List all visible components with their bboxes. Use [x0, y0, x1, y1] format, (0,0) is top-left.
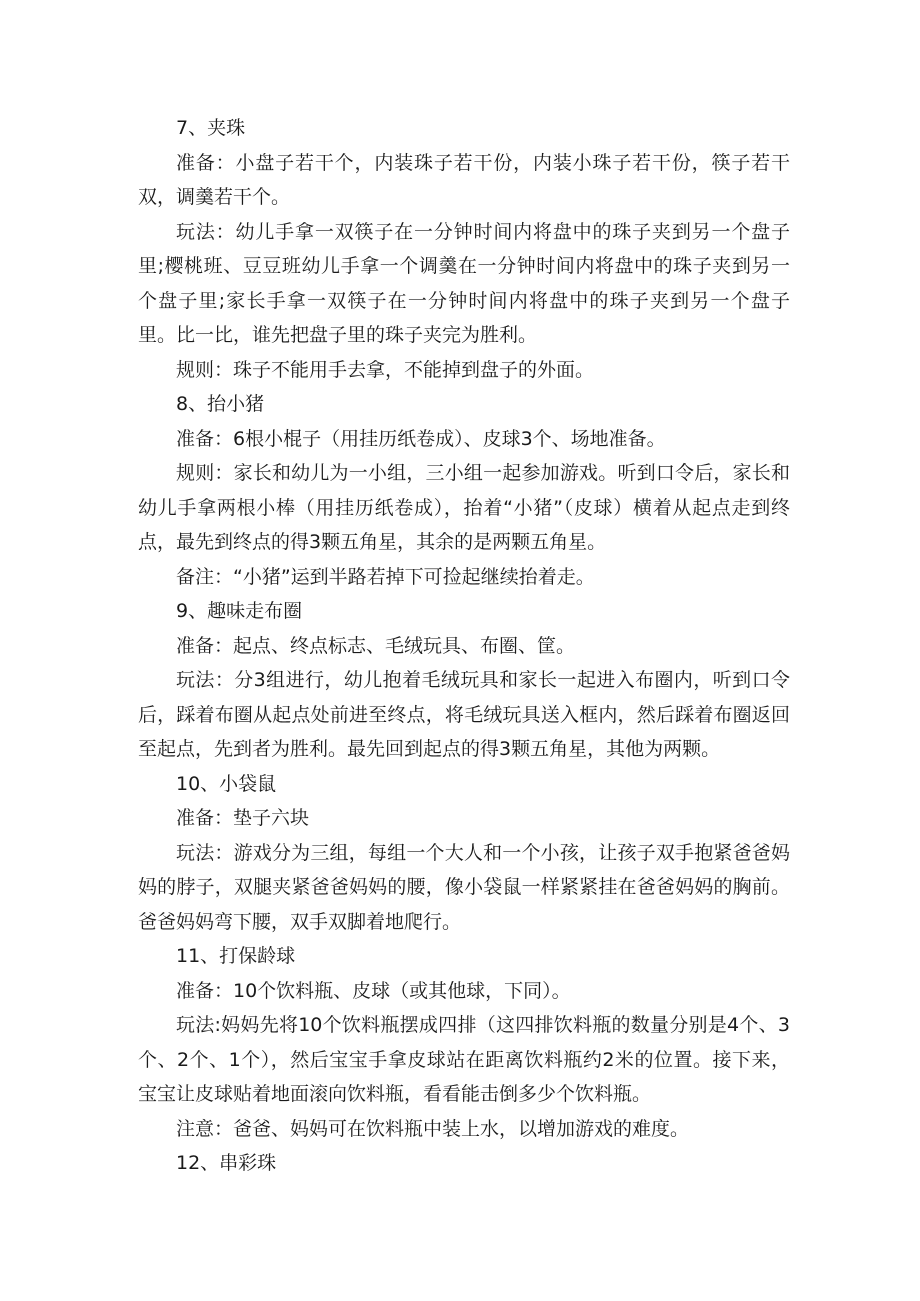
heading-xiaodaishu: 10、小袋鼠 [176, 772, 277, 795]
paragraph-prep-8: 准备：6根小棍子（用挂历纸卷成）、皮球3个、场地准备。 [176, 427, 666, 450]
paragraph-note-11: 注意：爸爸、妈妈可在饮料瓶中装上水，以增加游戏的难度。 [176, 1117, 690, 1140]
paragraph-note-8: 备注：“小猪”运到半路若掉下可捡起继续抬着走。 [176, 565, 595, 588]
paragraph-rule-8: 规则：家长和幼儿为一小组，三小组一起参加游戏。听到口令后，家长和幼儿手拿两根小棒（用挂历纸卷成），抬着“小猪”（皮球）横着从起点走到终点，最先到终点的得3颗五角星，其余的是两颗五角星。 [138, 462, 790, 553]
paragraph-prep-9: 准备：起点、终点标志、毛绒玩具、布圈、筐。 [176, 634, 576, 657]
paragraph-prep-10: 准备：垫子六块 [176, 807, 310, 829]
heading-jiazhu: 7、夹珠 [176, 117, 246, 139]
paragraph-play-7: 玩法：幼儿手拿一双筷子在一分钟时间内将盘中的珠子夹到另一个盘子里;樱桃班、豆豆班幼儿手拿一个调羹在一分钟时间内将盘中的珠子夹到另一个盘子里;家长手拿一双筷子在一分钟时间内将盘中的珠子夹到另一个盘子里。比一比，谁先把盘子里的珠子夹完为胜利。 [138, 220, 790, 346]
heading-buquan: 9、趣味走布圈 [176, 600, 303, 622]
document-body [138, 111, 790, 1181]
paragraph-play-10: 玩法：游戏分为三组，每组一个大人和一个小孩，让孩子双手抱紧爸爸妈妈的脖子，双腿夹紧爸爸妈妈的腰，像小袋鼠一样紧紧挂在爸爸妈妈的胸前。爸爸妈妈弯下腰，双手双脚着地爬行。 [138, 841, 790, 933]
heading-chuancaizhu: 12、串彩珠 [176, 1152, 277, 1174]
heading-taixiaozhu: 8、抬小猪 [176, 393, 265, 415]
paragraph-play-11: 玩法:妈妈先将10个饮料瓶摆成四排（这四排饮料瓶的数量分别是4个、3个、2个、1个），然后宝宝手拿皮球站在距离饮料瓶约2米的位置。接下来，宝宝让皮球贴着地面滚向饮料瓶，看看能击倒多少个饮料瓶。 [138, 1014, 790, 1105]
paragraph-play-9: 玩法：分3组进行，幼儿抱着毛绒玩具和家长一起进入布圈内，听到口令后，踩着布圈从起点处前进至终点，将毛绒玩具送入框内，然后踩着布圈返回至起点，先到者为胜利。最先回到起点的得3颗五角星，其他为两颗。 [138, 669, 790, 760]
paragraph-prep-7: 准备：小盘子若干个，内装珠子若干份，内装小珠子若干份，筷子若干双，调羹若干个。 [138, 151, 790, 208]
heading-baolingqiu: 11、打保龄球 [176, 945, 296, 967]
paragraph-prep-11: 准备：10个饮料瓶、皮球（或其他球，下同）。 [176, 979, 571, 1002]
paragraph-rule-7: 规则：珠子不能用手去拿，不能掉到盘子的外面。 [176, 358, 595, 381]
